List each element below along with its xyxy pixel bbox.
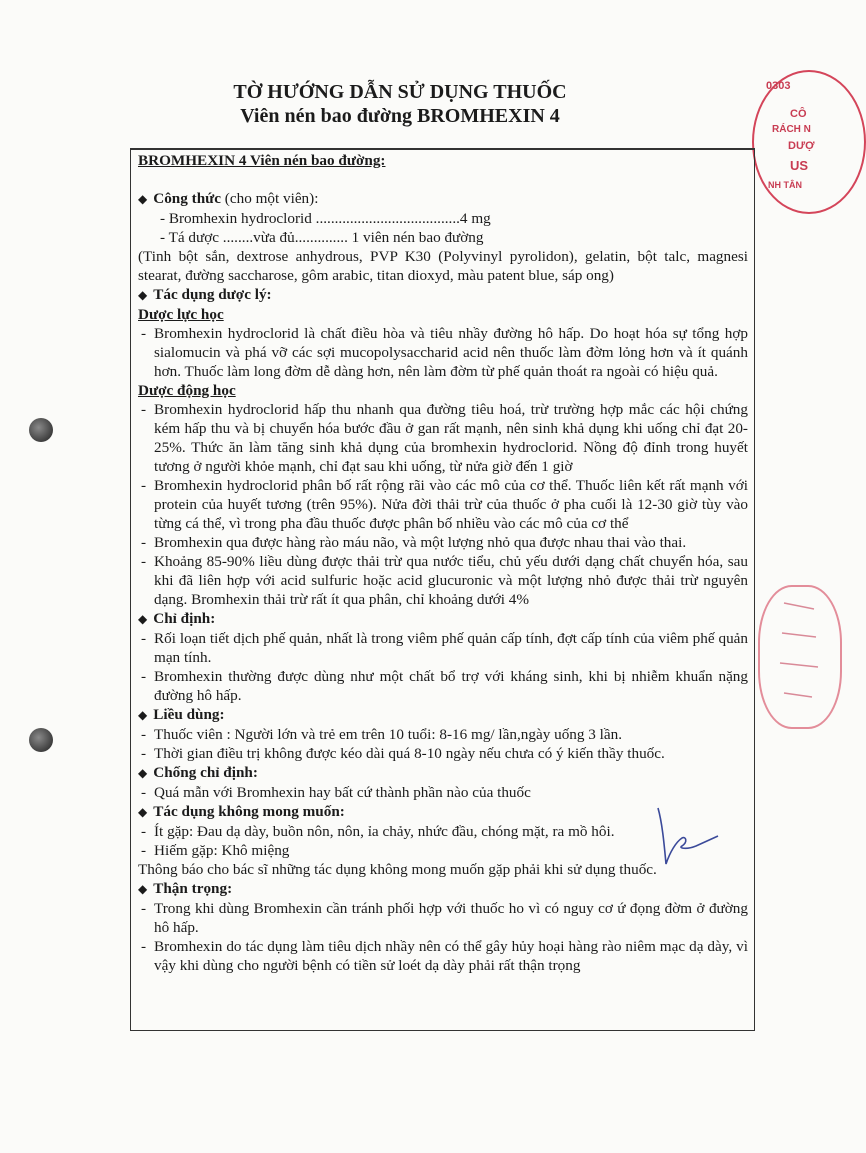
diamond-bullet-icon: ◆ xyxy=(138,708,148,722)
list-item: - Rối loạn tiết dịch phế quản, nhất là trong viêm phế quản cấp tính, đợt cấp tính của viêm phế quản mạn tính. xyxy=(138,629,748,667)
box-heading: BROMHEXIN 4 Viên nén bao đường: xyxy=(138,152,386,169)
list-item: - Bromhexin qua được hàng rào máu não, và một lượng nhỏ qua được nhau thai vào thai. xyxy=(138,533,748,552)
list-item: - Khoảng 85-90% liều dùng được thải trừ qua nước tiểu, chủ yếu dưới dạng chất chuyển hóa, sau khi đã liên hợp với acid sulfuric hoặc acid glucuronic và một lượng nhỏ được thải trừ nguyên dạng. Bromhexin thải trừ rất ít qua phân, chỉ khoảng dưới 4% xyxy=(138,552,748,609)
document-subtitle: Viên nén bao đường BROMHEXIN 4 xyxy=(240,105,560,127)
signature-icon xyxy=(652,802,722,872)
precautions-heading: ◆ Thận trọng: xyxy=(138,880,233,897)
contraindications-heading: ◆ Chống chỉ định: xyxy=(138,764,258,781)
dynamics-subheading: Dược lực học xyxy=(138,306,224,323)
punch-hole-top xyxy=(29,418,53,442)
side-effects-note: Thông báo cho bác sĩ những tác dụng không mong muốn gặp phải khi sử dụng thuốc. xyxy=(138,861,657,878)
diamond-bullet-icon: ◆ xyxy=(138,882,148,896)
side-effects-heading: ◆ Tác dụng không mong muốn: xyxy=(138,803,345,820)
list-item: - Thời gian điều trị không được kéo dài quá 8-10 ngày nếu chưa có ý kiến thầy thuốc. xyxy=(138,744,748,763)
list-item: - Quá mẫn với Bromhexin hay bất cứ thành phần nào của thuốc xyxy=(138,783,748,802)
list-item: - Bromhexin thường được dùng như một chất bổ trợ với kháng sinh, khi bị nhiễm khuẩn nặng đường hô hấp. xyxy=(138,667,748,705)
composition-item: - Bromhexin hydroclorid ......................................4 mg xyxy=(160,210,491,227)
composition-item: - Tá dược ........vừa đủ.............. 1 viên nén bao đường xyxy=(160,229,484,246)
indications-heading: ◆ Chỉ định: xyxy=(138,610,216,627)
list-item: - Bromhexin do tác dụng làm tiêu dịch nhầy nên có thể gây hủy hoại hàng rào niêm mạc dạ dày, vì vậy khi dùng cho người bệnh có tiền sử loét dạ dày phải rất thận trọng xyxy=(138,937,748,975)
list-item: - Thuốc viên : Người lớn và trẻ em trên 10 tuổi: 8-16 mg/ lần,ngày uống 3 lần. xyxy=(138,725,748,744)
diamond-bullet-icon: ◆ xyxy=(138,612,148,626)
diamond-bullet-icon: ◆ xyxy=(138,192,148,206)
company-stamp: 0303 CÔ RÁCH N DƯỢ US NH TÂN xyxy=(752,70,866,214)
list-item: - Bromhexin hydroclorid là chất điều hòa và tiêu nhầy đường hô hấp. Do hoạt hóa sự tổng hợp sialomucin và phá vỡ các sợi mucopolysaccharid acid nên thuốc làm đờm lỏng hơn và ít quánh hơn. Thuốc làm long đờm dễ dàng hơn, nên làm đờm từ phế quản thoát ra ngoài có hiệu quả. xyxy=(138,324,748,381)
diamond-bullet-icon: ◆ xyxy=(138,805,148,819)
list-item: - Ít gặp: Đau dạ dày, buồn nôn, nôn, ỉa chảy, nhức đầu, chóng mặt, ra mồ hôi. xyxy=(138,822,748,841)
dosage-heading: ◆ Liều dùng: xyxy=(138,706,225,723)
diamond-bullet-icon: ◆ xyxy=(138,288,148,302)
list-item: - Trong khi dùng Bromhexin cần tránh phối hợp với thuốc ho vì có nguy cơ ứ đọng đờm ở đường hô hấp. xyxy=(138,899,748,937)
list-item: - Bromhexin hydroclorid phân bố rất rộng rãi vào các mô của cơ thể. Thuốc liên kết rất mạnh với protein của huyết tương (trên 95%). Nửa đời thải trừ của thuốc ở pha cuối là 12-30 giờ tùy vào từng cá thể, vì trong pha đầu thuốc được phân bố nhiều vào các mô của cơ thể xyxy=(138,476,748,533)
approval-stamp xyxy=(758,585,842,729)
kinetics-subheading: Dược động học xyxy=(138,382,236,399)
list-item: - Bromhexin hydroclorid hấp thu nhanh qua đường tiêu hoá, trừ trường hợp mắc các hội chứng kém hấp thu và bị chuyển hóa bước đầu ở gan rất mạnh, nên sinh khả dụng khi uống chỉ đạt 20-25%. Thức ăn làm tăng sinh khả dụng của bromhexin hydroclorid. Nồng độ đỉnh trong huyết tương ở người khỏe mạnh, chỉ đạt sau khi uống, từ nửa giờ đến 1 giờ xyxy=(138,400,748,476)
composition-heading: ◆ Công thức (cho một viên): xyxy=(138,190,319,207)
document-title: TỜ HƯỚNG DẪN SỬ DỤNG THUỐC xyxy=(233,81,567,103)
pharmacology-heading: ◆ Tác dụng dược lý: xyxy=(138,286,272,303)
composition-note: (cho một viên): xyxy=(224,190,319,207)
diamond-bullet-icon: ◆ xyxy=(138,766,148,780)
excipients-text: (Tinh bột sắn, dextrose anhydrous, PVP K30 (Polyvinyl pyrolidon), gelatin, bột talc, magnesi stearat, đường saccharose, gôm arabic, titan dioxyd, màu patent blue, sáp ong) xyxy=(138,248,748,284)
list-item: - Hiếm gặp: Khô miệng xyxy=(138,841,748,860)
punch-hole-bottom xyxy=(29,728,53,752)
